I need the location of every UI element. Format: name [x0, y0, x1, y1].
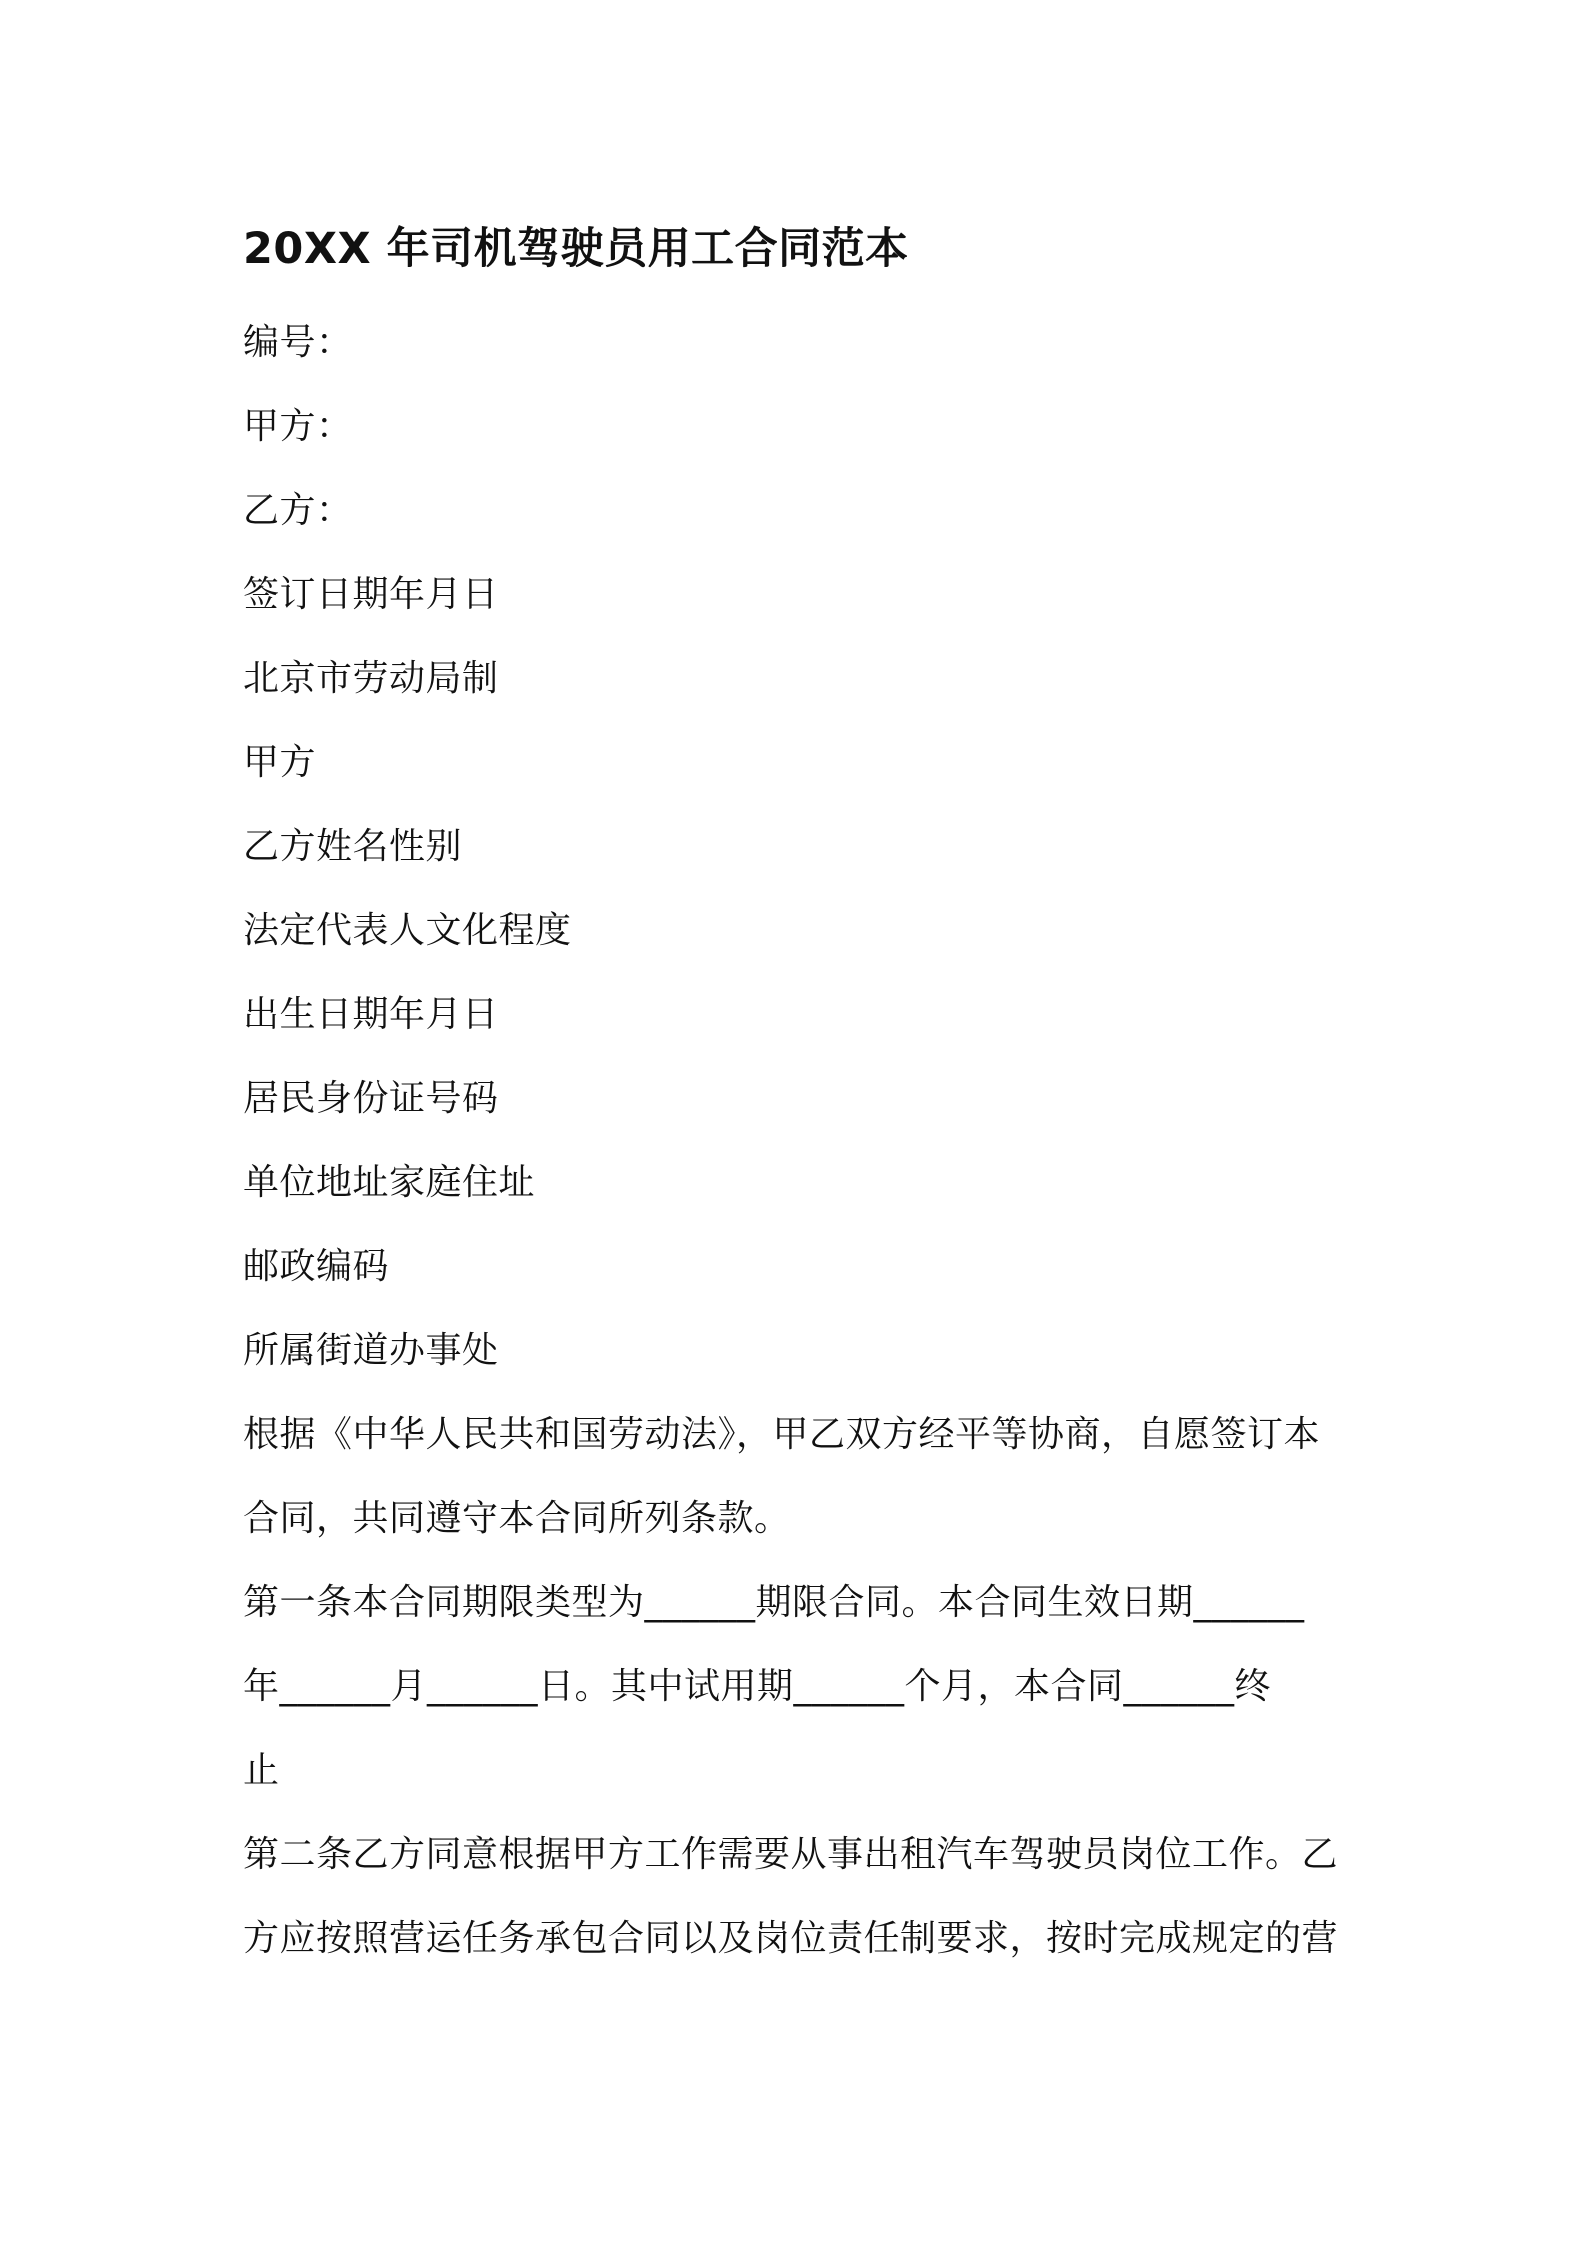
paragraph-article-2 [243, 1813, 1363, 1981]
paragraph-line: 第二条乙方同意根据甲方工作需要从事出租汽车驾驶员岗位工作。乙 [243, 1834, 1339, 1875]
document-title: 20XX 年司机驾驶员用工合同范本 [243, 224, 909, 274]
field-addresses: 单位地址家庭住址 [243, 1162, 536, 1203]
paragraph-line: 方应按照营运任务承包合同以及岗位责任制要求，按时完成规定的营 [243, 1918, 1339, 1959]
paragraph-article-1 [243, 1561, 1363, 1813]
field-contract-number: 编号： [243, 322, 353, 363]
paragraph-line: 合同，共同遵守本合同所列条款。 [243, 1498, 791, 1539]
paragraph-line: 年______月______日。其中试用期______个月，本合同______终 [243, 1666, 1272, 1707]
field-party-a: 甲方： [243, 406, 353, 447]
field-issuer: 北京市劳动局制 [243, 658, 499, 699]
paragraph-line: 止 [243, 1750, 280, 1791]
paragraph-preamble [243, 1393, 1363, 1561]
document-body [243, 212, 1363, 1981]
paragraph-line: 根据《中华人民共和国劳动法》，甲乙双方经平等协商，自愿签订本 [243, 1414, 1321, 1455]
field-party-a-label: 甲方 [243, 742, 317, 783]
field-legal-rep-education: 法定代表人文化程度 [243, 910, 572, 951]
field-id-number: 居民身份证号码 [243, 1078, 499, 1119]
field-party-b: 乙方： [243, 490, 353, 531]
field-birth-date: 出生日期年月日 [243, 994, 499, 1035]
field-subdistrict-office: 所属街道办事处 [243, 1330, 499, 1371]
field-party-b-name-gender: 乙方姓名性别 [243, 826, 463, 867]
paragraph-line: 第一条本合同期限类型为______期限合同。本合同生效日期______ [243, 1582, 1305, 1623]
field-postal-code: 邮政编码 [243, 1246, 390, 1287]
field-signing-date: 签订日期年月日 [243, 574, 499, 615]
